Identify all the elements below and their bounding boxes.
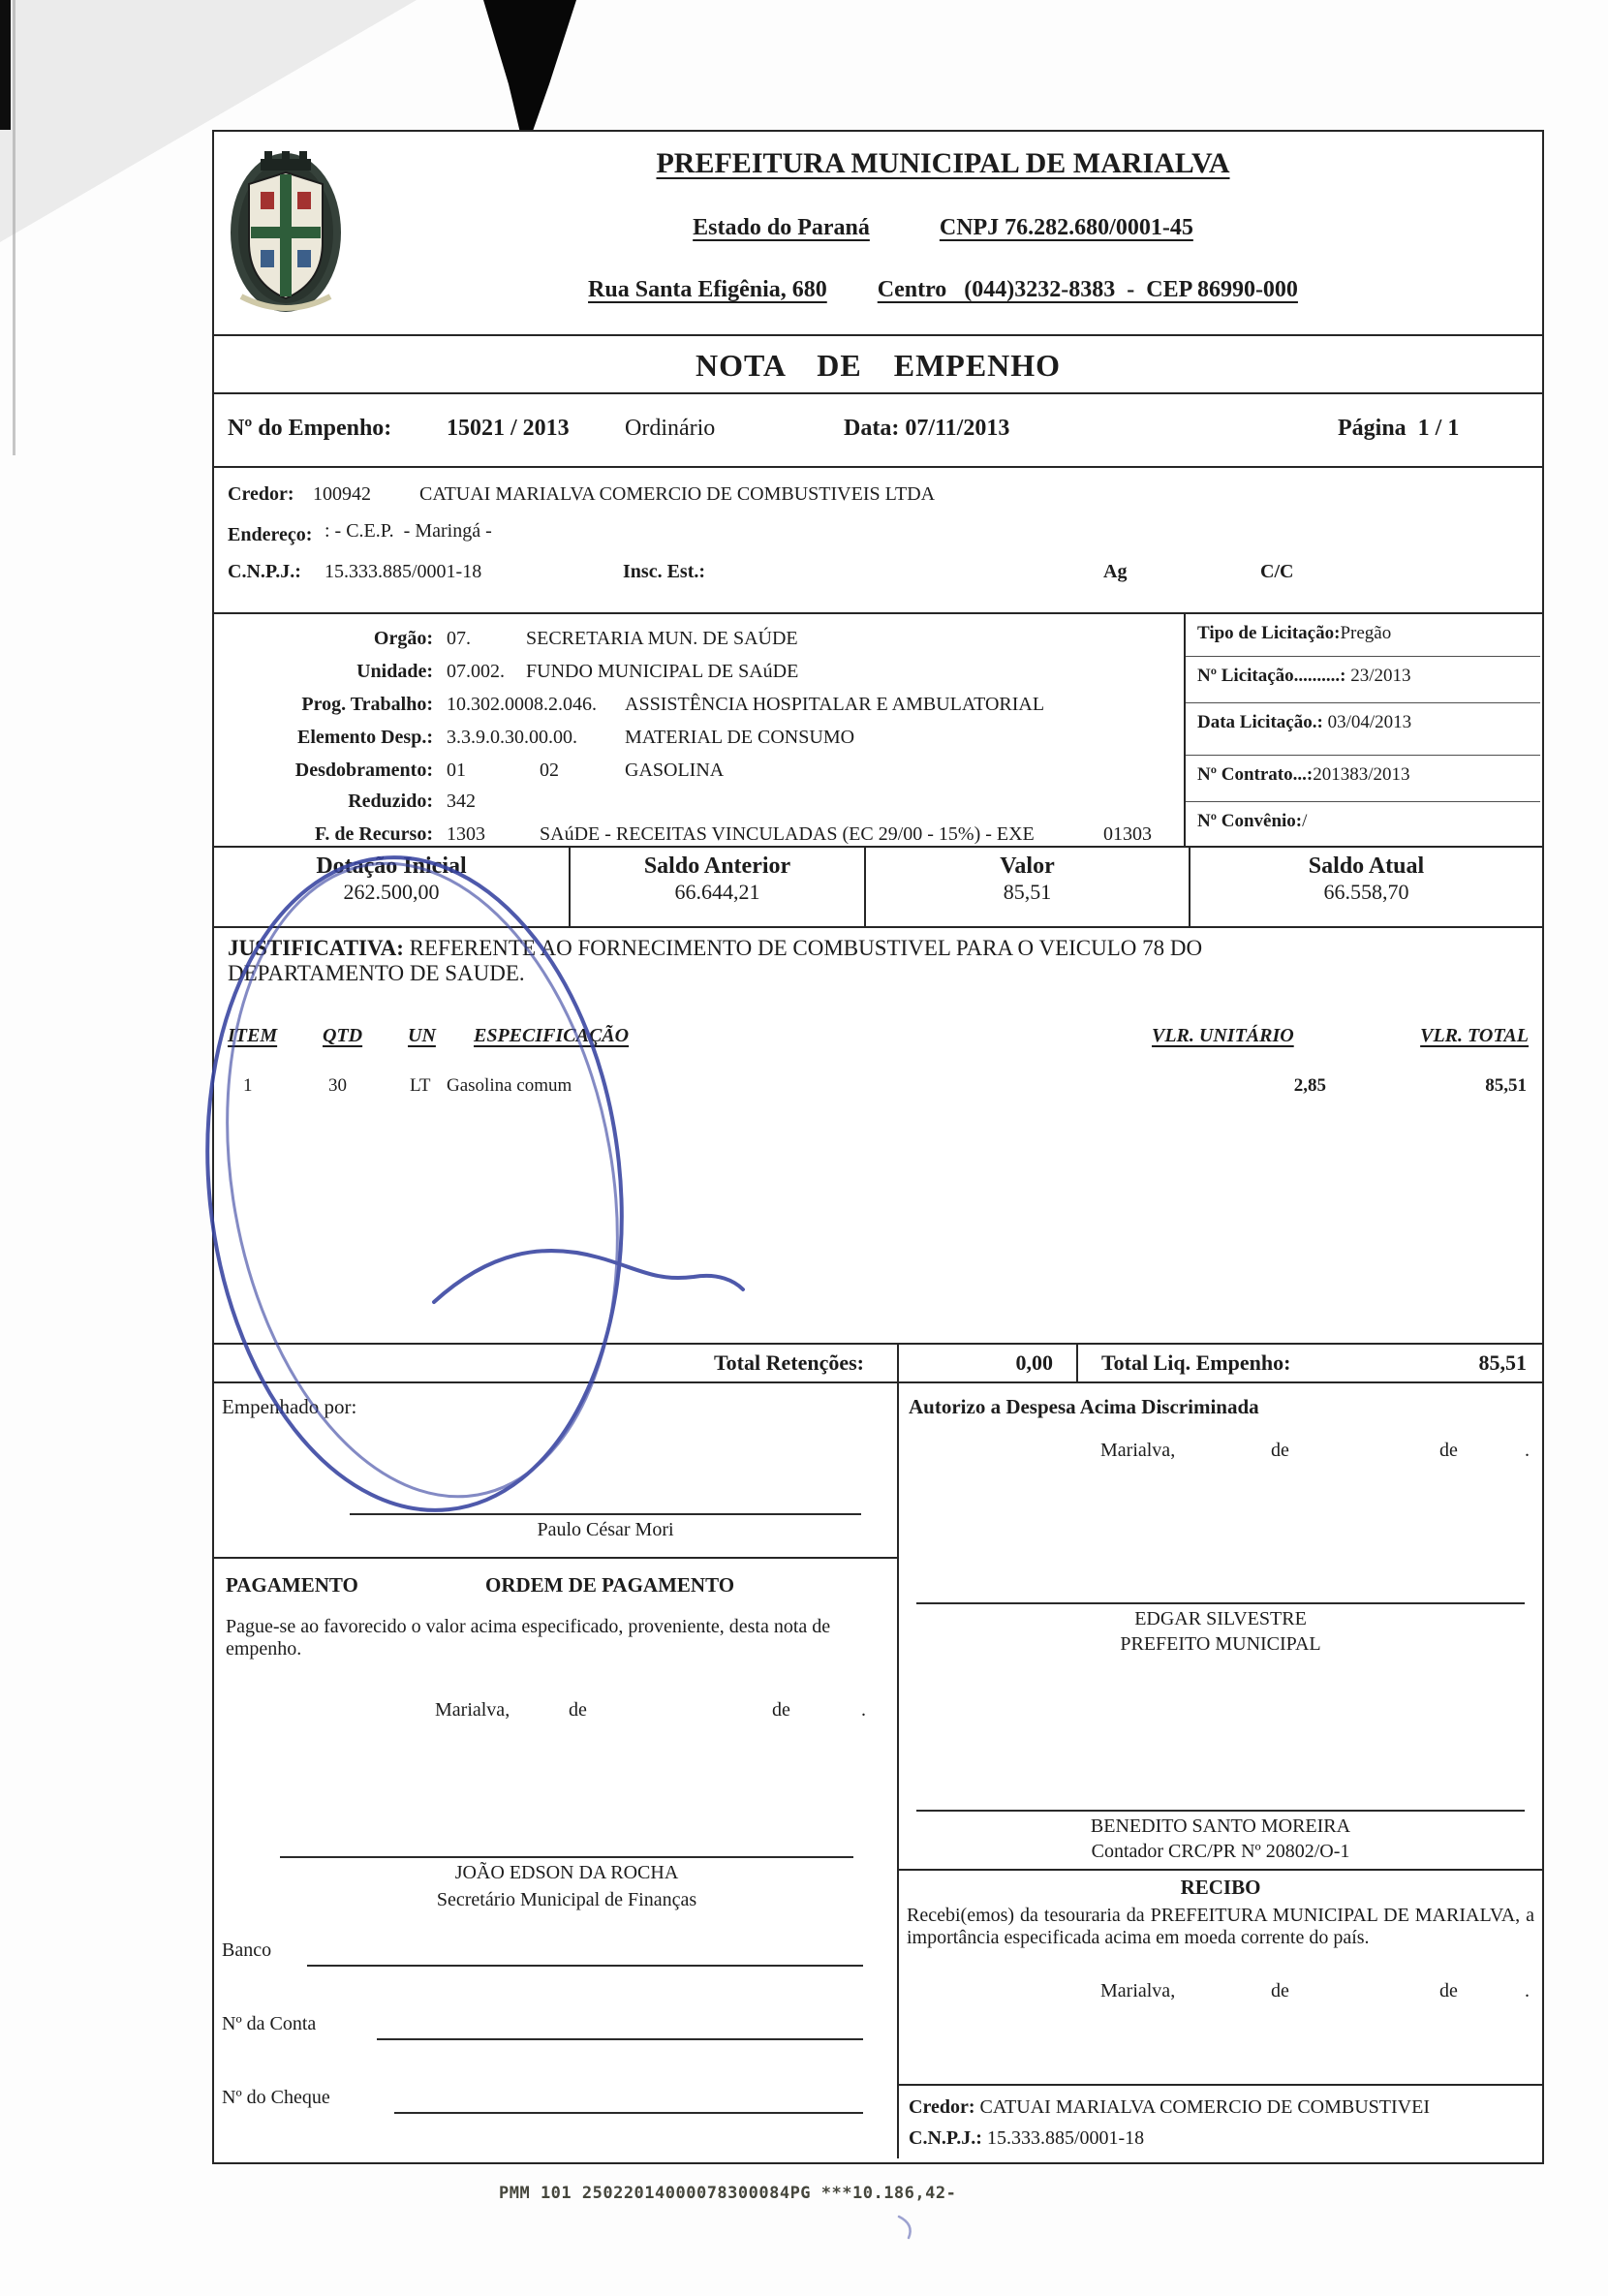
col-vlr-total: VLR. TOTAL xyxy=(1420,1025,1529,1046)
fonte-recurso-code: 1303 xyxy=(447,823,485,845)
nota-de-empenho-form xyxy=(212,130,1544,2164)
elemento-desp-code: 3.3.9.0.30.00.00. xyxy=(447,727,577,748)
desdobramento-name: GASOLINA xyxy=(625,760,725,781)
scan-left-gray-line xyxy=(13,0,15,455)
recibo-credor-divider xyxy=(899,2084,1542,2086)
valor-cell xyxy=(864,848,1189,926)
contrato-row xyxy=(1186,756,1540,802)
state-registration-label: Insc. Est.: xyxy=(623,561,706,582)
header-state-row xyxy=(359,215,1527,241)
recibo-credor-label: Credor: xyxy=(909,2096,975,2118)
convenio-label: Nº Convênio: xyxy=(1197,811,1303,831)
pagamento-title: PAGAMENTO xyxy=(226,1573,358,1597)
recibo-title: RECIBO xyxy=(1180,1876,1261,1899)
liq-empenho-value: 85,51 xyxy=(1478,1350,1527,1375)
empenho-type: Ordinário xyxy=(625,416,716,441)
pagamento-de2: de xyxy=(772,1699,790,1721)
unidade-row xyxy=(214,661,1184,692)
desdobramento-row xyxy=(214,760,1184,791)
liq-empenho-cell xyxy=(1076,1345,1542,1381)
item-number: 1 xyxy=(243,1075,253,1096)
prefeito-role: PREFEITO MUNICIPAL xyxy=(1120,1633,1321,1655)
recibo-de1: de xyxy=(1271,1980,1289,2001)
licitacao-tipo-label: Tipo de Licitação: xyxy=(1197,623,1341,643)
licitacao-tipo-row xyxy=(1186,614,1540,657)
conta-field-line xyxy=(377,2038,863,2040)
col-un: UN xyxy=(408,1025,436,1046)
reduzido-row xyxy=(214,791,1184,822)
pagamento-de1: de xyxy=(569,1699,587,1721)
convenio-value: / xyxy=(1302,811,1308,831)
recibo-cnpj-row xyxy=(909,2127,1144,2150)
recibo-text: Recebi(emos) da tesouraria da PREFEITURA MUNICIPAL DE MARIALVA, a importância especificada acima em moeda corrente do país. xyxy=(907,1905,1534,1948)
banco-field-line xyxy=(307,1965,863,1967)
doc-title: NOTA DE EMPENHO xyxy=(695,348,1062,383)
recibo-dot: . xyxy=(1525,1980,1530,2001)
address-street: Rua Santa Efigênia, 680 xyxy=(588,277,827,302)
recibo-divider xyxy=(899,1869,1542,1871)
elemento-desp-label: Elemento Desp.: xyxy=(297,727,433,748)
licitacao-tipo-value: Pregão xyxy=(1340,623,1392,643)
prefeito-name: EDGAR SILVESTRE xyxy=(1134,1608,1307,1629)
banco-label: Banco xyxy=(222,1939,272,1961)
empenhado-signature-line xyxy=(350,1513,861,1515)
licitacao-numero-label: Nº Licitação..........: xyxy=(1197,666,1346,686)
justification-label: JUSTIFICATIVA: xyxy=(228,936,404,960)
doc-title-band xyxy=(214,336,1542,394)
ordem-pagamento-title: ORDEM DE PAGAMENTO xyxy=(485,1573,735,1597)
empenhado-name: Paulo César Mori xyxy=(537,1519,674,1540)
contador-signature-line xyxy=(916,1810,1525,1812)
licitacao-box xyxy=(1184,614,1540,848)
saldo-atual-value: 66.558,70 xyxy=(1323,880,1409,904)
secretario-role: Secretário Municipal de Finanças xyxy=(436,1889,697,1910)
reduzido-label: Reduzido: xyxy=(348,791,433,812)
creditor-name: CATUAI MARIALVA COMERCIO DE COMBUSTIVEIS LTDA xyxy=(419,483,936,505)
fonte-recurso-code2: 01303 xyxy=(1103,823,1152,845)
creditor-block xyxy=(214,468,1542,614)
licitacao-data-value: 03/04/2013 xyxy=(1327,712,1412,732)
creditor-cnpj: 15.333.885/0001-18 xyxy=(325,561,482,582)
desdobramento-code2: 02 xyxy=(540,760,559,781)
item-qty: 30 xyxy=(328,1075,347,1096)
col-especificacao: ESPECIFICAÇÃO xyxy=(474,1025,630,1046)
totals-row xyxy=(214,1345,1542,1383)
autorizo-city: Marialva, xyxy=(1100,1440,1176,1461)
unidade-name: FUNDO MUNICIPAL DE SAúDE xyxy=(526,661,799,682)
item-unit: LT xyxy=(410,1075,431,1096)
page-indicator: Página 1 / 1 xyxy=(1338,416,1460,441)
account-label: C/C xyxy=(1260,561,1294,582)
autorizo-de1: de xyxy=(1271,1440,1289,1461)
valor-value: 85,51 xyxy=(1003,880,1052,904)
orgao-label: Orgão: xyxy=(373,628,433,649)
secretario-signature-line xyxy=(280,1856,853,1858)
pagamento-dot: . xyxy=(861,1699,866,1721)
agency-label: Ag xyxy=(1103,561,1128,582)
header-address-row xyxy=(359,277,1527,303)
reduzido-code: 342 xyxy=(447,791,476,812)
unidade-label: Unidade: xyxy=(356,661,433,682)
liq-empenho-label: Total Liq. Empenho: xyxy=(1101,1350,1291,1375)
fonte-recurso-label: F. de Recurso: xyxy=(314,823,433,845)
left-signature-column xyxy=(214,1383,897,2158)
convenio-row xyxy=(1186,802,1540,848)
empenho-number-row xyxy=(214,394,1542,468)
creditor-address: : - C.E.P. - Maringá - xyxy=(325,520,492,542)
elemento-desp-name: MATERIAL DE CONSUMO xyxy=(625,727,855,748)
recibo-credor-row xyxy=(909,2096,1430,2119)
saldo-anterior-value: 66.644,21 xyxy=(674,880,760,904)
item-row xyxy=(214,1075,1542,1104)
form-header xyxy=(214,132,1542,336)
licitacao-numero-value: 23/2013 xyxy=(1350,666,1411,686)
creditor-code: 100942 xyxy=(313,483,371,505)
creditor-cnpj-label: C.N.P.J.: xyxy=(228,561,301,582)
contrato-value: 201383/2013 xyxy=(1313,764,1410,785)
saldo-anterior-header: Saldo Anterior xyxy=(643,853,791,879)
empenho-number-value: 15021 / 2013 xyxy=(447,416,570,441)
page-title: PREFEITURA MUNICIPAL DE MARIALVA xyxy=(656,147,1230,179)
justification-line1: REFERENTE AO FORNECIMENTO DE COMBUSTIVEL PARA O VEICULO 78 DO xyxy=(409,936,1203,960)
retencoes-label-cell: Total Retenções: xyxy=(714,1350,864,1375)
recibo-credor-name: CATUAI MARIALVA COMERCIO DE COMBUSTIVEI xyxy=(979,2096,1430,2118)
municipal-crest-logo xyxy=(228,141,344,320)
items-region xyxy=(214,928,1542,1345)
item-total: 85,51 xyxy=(1485,1075,1527,1096)
right-signature-column xyxy=(897,1383,1542,2158)
contador-role: Contador CRC/PR Nº 20802/O-1 xyxy=(1091,1841,1350,1862)
empenhado-por-label: Empenhado por: xyxy=(222,1395,357,1418)
saldo-atual-header: Saldo Atual xyxy=(1308,853,1425,879)
balances-table xyxy=(214,848,1542,928)
scan-left-black-bar xyxy=(0,0,11,130)
orgao-code: 07. xyxy=(447,628,471,649)
pagamento-divider xyxy=(214,1557,897,1559)
saldo-anterior-cell xyxy=(569,848,864,926)
empenho-number-label: Nº do Empenho: xyxy=(228,416,392,441)
autorizo-dot: . xyxy=(1525,1440,1530,1461)
recibo-cnpj-value: 15.333.885/0001-18 xyxy=(986,2127,1145,2149)
licitacao-numero-row xyxy=(1186,657,1540,703)
col-qtd: QTD xyxy=(323,1025,363,1046)
secretario-name: JOÃO EDSON DA ROCHA xyxy=(454,1862,679,1883)
valor-header: Valor xyxy=(1000,853,1055,879)
justification-line2: DEPARTAMENTO DE SAUDE. xyxy=(228,961,525,985)
dotacao-inicial-header: Dotação Inicial xyxy=(316,853,467,879)
header-title-row xyxy=(359,147,1527,180)
item-description: Gasolina comum xyxy=(447,1075,572,1096)
autorizo-de2: de xyxy=(1439,1440,1458,1461)
creditor-address-label: Endereço: xyxy=(228,524,313,545)
creditor-label: Credor: xyxy=(228,483,294,505)
prog-trabalho-code: 10.302.0008.2.046. xyxy=(447,694,597,715)
dot-matrix-footer: PMM 101 25022014000078300084PG ***10.186,42- xyxy=(499,2184,957,2203)
saldo-atual-cell xyxy=(1189,848,1542,926)
licitacao-data-row xyxy=(1186,703,1540,756)
pagamento-city: Marialva, xyxy=(435,1699,510,1721)
contrato-label: Nº Contrato...: xyxy=(1197,764,1314,785)
elemento-desp-row xyxy=(214,727,1184,758)
dotacao-inicial-value: 262.500,00 xyxy=(343,880,440,904)
recibo-city: Marialva, xyxy=(1100,1980,1176,2001)
unidade-code: 07.002. xyxy=(447,661,505,682)
col-vlr-unitario: VLR. UNITÁRIO xyxy=(1152,1025,1294,1046)
autorizo-title: Autorizo a Despesa Acima Discriminada xyxy=(909,1395,1259,1418)
empenho-date: Data: 07/11/2013 xyxy=(844,416,1010,441)
orgao-row xyxy=(214,628,1184,659)
prog-trabalho-name: ASSISTÊNCIA HOSPITALAR E AMBULATORIAL xyxy=(625,694,1045,715)
desdobramento-label: Desdobramento: xyxy=(294,760,433,781)
prog-trabalho-label: Prog. Trabalho: xyxy=(301,694,433,715)
justification xyxy=(228,936,1429,986)
conta-label: Nº da Conta xyxy=(222,2013,317,2034)
orgao-name: SECRETARIA MUN. DE SAÚDE xyxy=(526,628,798,649)
items-header-row xyxy=(214,1025,1542,1058)
contador-name: BENEDITO SANTO MOREIRA xyxy=(1090,1815,1351,1837)
cheque-field-line xyxy=(394,2112,863,2114)
prefeito-signature-line xyxy=(916,1602,1525,1604)
prog-trabalho-row xyxy=(214,694,1184,725)
licitacao-data-label: Data Licitação.: xyxy=(1197,712,1323,732)
pagamento-text: Pague-se ao favorecido o valor acima especificado, proveniente, desta nota de empenho. xyxy=(226,1616,831,1660)
signatures-area xyxy=(214,1383,1542,2158)
recibo-cnpj-label: C.N.P.J.: xyxy=(909,2127,982,2149)
recibo-de2: de xyxy=(1439,1980,1458,2001)
dotacao-inicial-cell xyxy=(214,848,569,926)
desdobramento-code1: 01 xyxy=(447,760,466,781)
state-label: Estado do Paraná xyxy=(693,215,870,240)
retencoes-value-cell: 0,00 xyxy=(897,1345,1076,1381)
address-contact: Centro (044)3232-8383 - CEP 86990-000 xyxy=(877,277,1298,302)
cheque-label: Nº do Cheque xyxy=(222,2087,330,2108)
col-item: ITEM xyxy=(228,1025,278,1046)
cnpj-header: CNPJ 76.282.680/0001-45 xyxy=(939,215,1193,240)
budget-classification-block xyxy=(214,614,1542,848)
fonte-recurso-name: SAúDE - RECEITAS VINCULADAS (EC 29/00 - 15%) - EXE xyxy=(540,823,1035,845)
item-unit-price: 2,85 xyxy=(1293,1075,1326,1096)
